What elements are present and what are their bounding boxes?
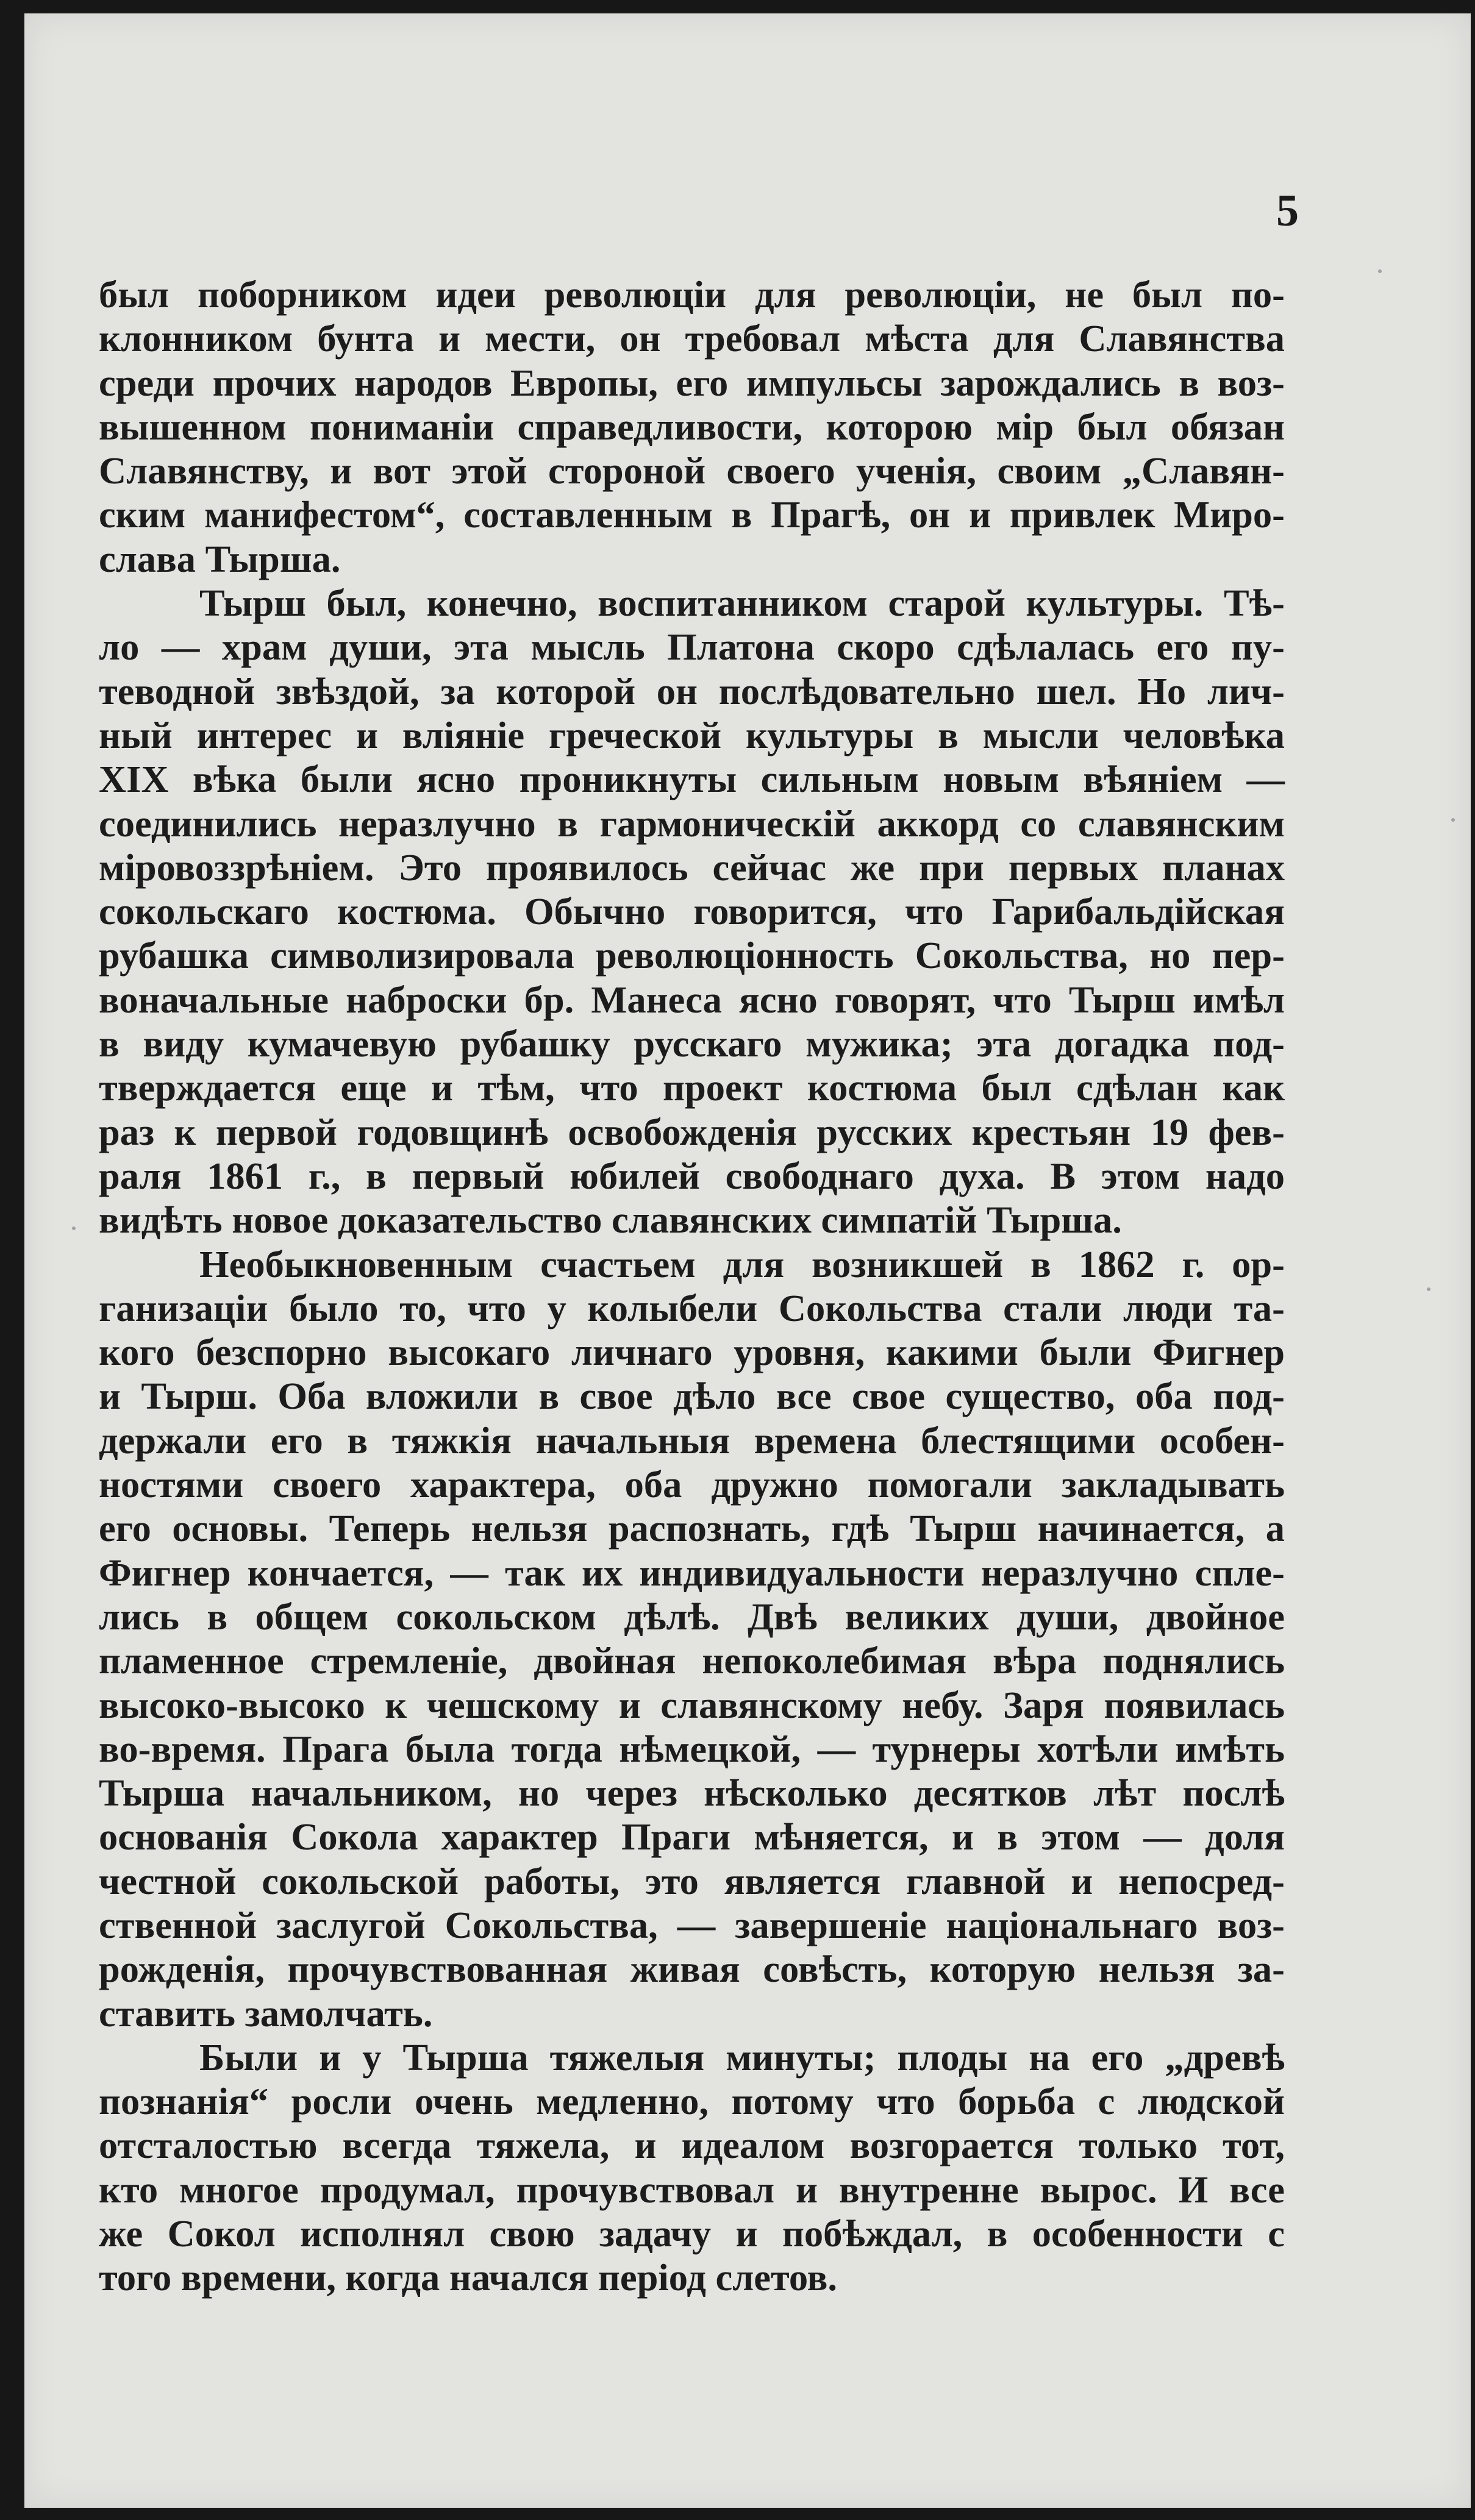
text-line: Тырша начальником, но через нѣсколько десятков лѣт послѣ <box>99 1771 1285 1815</box>
text-line: рожденія, прочувствованная живая совѣсть, которую нельзя за- <box>99 1948 1285 1991</box>
text-line: Были и у Тырша тяжелыя минуты; плоды на его „древѣ <box>199 2035 1285 2079</box>
text-line: в виду кумачевую рубашку русскаго мужика; эта догадка под- <box>99 1022 1285 1066</box>
text-line: держали его в тяжкія начальныя времена блестящими особен- <box>99 1418 1285 1462</box>
text-line: рубашка символизировала революціонность Сокольства, но пер- <box>99 934 1285 977</box>
text-line: тверждается еще и тѣм, что проект костюма был сдѣлан как <box>99 1066 1285 1109</box>
text-line: воначальные наброски бр. Манеса ясно говорят, что Тырш имѣл <box>99 978 1285 1021</box>
text-line: ностями своего характера, оба дружно помогали закладывать <box>99 1463 1285 1506</box>
text-line: раля 1861 г., в первый юбилей свободнаго духа. В этом надо <box>99 1154 1285 1197</box>
paragraph-3 <box>99 1242 1285 2035</box>
text-line: соединились неразлучно в гармоническій аккорд со славянским <box>99 802 1285 845</box>
scan-speck <box>1427 1287 1430 1291</box>
text-line: ный интерес и вліяніе греческой культуры в мысли человѣка <box>99 713 1285 756</box>
scan-speck <box>72 1226 76 1230</box>
text-line: Необыкновенным счастьем для возникшей в 1862 г. ор- <box>199 1242 1285 1286</box>
text-line: вышенном пониманіи справедливости, которою мір был обязан <box>99 405 1285 448</box>
text-line: кто многое продумал, прочувствовал и внутренне вырос. И все <box>99 2168 1285 2211</box>
body-text <box>99 272 1285 2300</box>
text-line: XIX вѣка были ясно проникнуты сильным новым вѣяніем — <box>99 758 1285 801</box>
scan-speck <box>1378 269 1382 273</box>
text-line: высоко-высоко к чешскому и славянскому небу. Заря появилась <box>99 1683 1285 1726</box>
text-line: Тырш был, конечно, воспитанником старой культуры. Тѣ- <box>199 582 1285 625</box>
text-line: ло — храм души, эта мысль Платона скоро сдѣлалась его пу- <box>99 625 1285 669</box>
text-line: основанія Сокола характер Праги мѣняется, и в этом — доля <box>99 1815 1285 1859</box>
text-line: клонником бунта и мести, он требовал мѣста для Славянства <box>99 317 1285 360</box>
page-number: 5 <box>1276 186 1299 236</box>
text-line: среди прочих народов Европы, его импульсы зарождались в воз- <box>99 361 1285 404</box>
text-line: честной сокольской работы, это является главной и непосред- <box>99 1859 1285 1902</box>
text-line: ганизаціи было то, что у колыбели Сокольства стали люди та- <box>99 1286 1285 1329</box>
text-line: раз к первой годовщинѣ освобожденія русских крестьян 19 фев- <box>99 1110 1285 1153</box>
text-line: того времени, когда начался період слетов. <box>99 2256 837 2299</box>
text-line: отсталостью всегда тяжела, и идеалом возгорается только тот, <box>99 2124 1285 2167</box>
text-line: познанія“ росли очень медленно, потому что борьба с людской <box>99 2080 1285 2123</box>
text-line: и Тырш. Оба вложили в свое дѣло все свое существо, оба под- <box>99 1375 1285 1418</box>
paragraph-1 <box>99 272 1285 581</box>
text-line: лись в общем сокольском дѣлѣ. Двѣ великих души, двойное <box>99 1595 1285 1638</box>
text-line: Фигнер кончается, — так их индивидуальности неразлучно спле- <box>99 1551 1285 1594</box>
scan-speck <box>1451 818 1455 822</box>
text-line: сокольскаго костюма. Обычно говорится, что Гарибальдійская <box>99 890 1285 933</box>
text-line: ставить замолчать. <box>99 1991 433 2035</box>
text-line: міровоззрѣніем. Это проявилось сейчас же при первых планах <box>99 845 1285 889</box>
text-line: его основы. Теперь нельзя распознать, гдѣ Тырш начинается, а <box>99 1507 1285 1550</box>
text-line: теводной звѣздой, за которой он послѣдовательно шел. Но лич- <box>99 669 1285 713</box>
book-page <box>24 13 1471 2508</box>
paragraph-4 <box>99 2035 1285 2300</box>
text-line: во-время. Прага была тогда нѣмецкой, — турнеры хотѣли имѣть <box>99 1727 1285 1770</box>
text-line: же Сокол исполнял свою задачу и побѣждал, в особенности с <box>99 2212 1285 2255</box>
text-line: пламенное стремленіе, двойная непоколебимая вѣра поднялись <box>99 1639 1285 1682</box>
text-line: ским манифестом“, составленным в Прагѣ, он и привлек Миро- <box>99 493 1285 536</box>
text-line: Славянству, и вот этой стороной своего ученія, своим „Славян- <box>99 449 1285 493</box>
text-line: видѣть новое доказательство славянских симпатій Тырша. <box>99 1198 1122 1242</box>
text-line: был поборником идеи революціи для революціи, не был по- <box>99 273 1285 316</box>
text-line: ственной заслугой Сокольства, — завершеніе національнаго воз- <box>99 1903 1285 1946</box>
text-line: кого безспорно высокаго личнаго уровня, какими были Фигнер <box>99 1331 1285 1374</box>
text-line: слава Тырша. <box>99 537 341 580</box>
paragraph-2 <box>99 581 1285 1242</box>
